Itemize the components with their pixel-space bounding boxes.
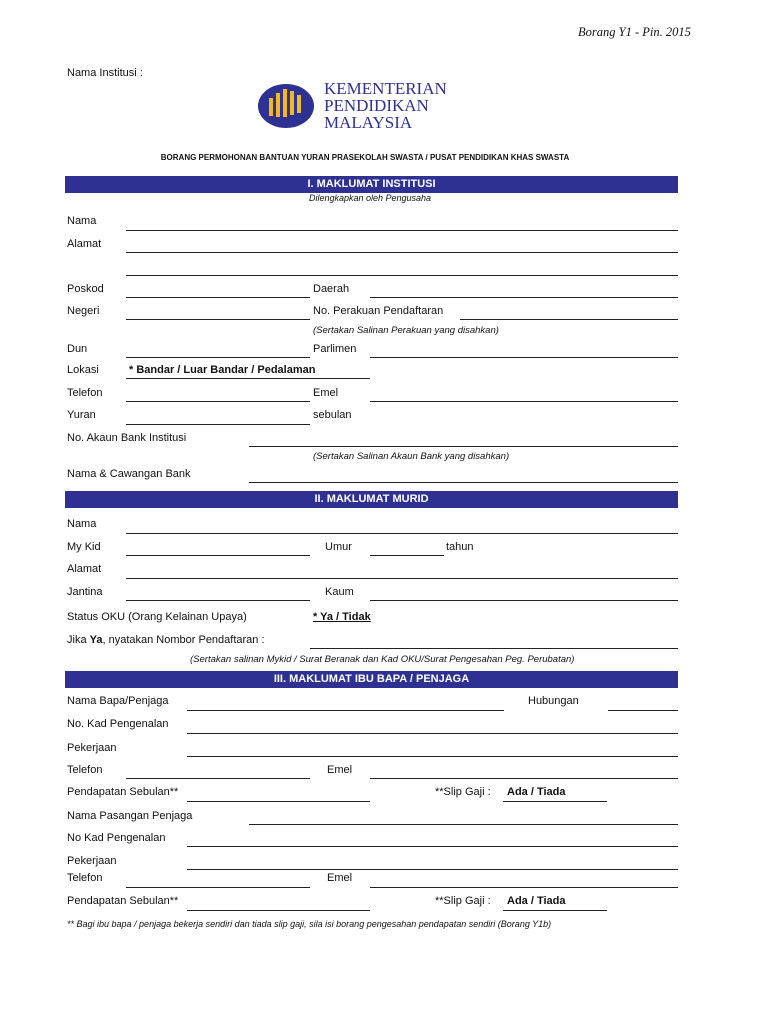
- parent-occupation-label: Pekerjaan: [67, 742, 117, 754]
- fee-label: Yuran: [67, 409, 96, 421]
- relationship-label: Hubungan: [528, 695, 579, 707]
- form-title: BORANG PERMOHONAN BANTUAN YURAN PRASEKOLAH SWASTA / PUSAT PENDIDIKAN KHAS SWASTA: [160, 153, 570, 162]
- logo-line-3: MALAYSIA: [324, 113, 413, 132]
- student-address-label: Alamat: [67, 563, 102, 575]
- oku-status-label: Status OKU (Orang Kelainan Upaya): [67, 611, 247, 623]
- spouse-name-label: Nama Pasangan Penjaga: [67, 810, 193, 822]
- parent-payslip-field[interactable]: [503, 801, 607, 802]
- spouse-email-label: Emel: [327, 872, 353, 884]
- district-field[interactable]: [370, 297, 678, 298]
- parent-income-label: Pendapatan Sebulan**: [67, 786, 179, 798]
- section-1-heading: I. MAKLUMAT INSTITUSI: [65, 176, 678, 193]
- parent-email-label: Emel: [327, 764, 353, 776]
- bank-branch-field[interactable]: [249, 482, 678, 483]
- parent-payslip-label: **Slip Gaji :: [435, 786, 491, 798]
- state-label: Negeri: [67, 305, 100, 317]
- section-2-heading: II. MAKLUMAT MURID: [65, 491, 678, 508]
- footnote: ** Bagi ibu bapa / penjaga bekerja sendiri dan tiada slip gaji, sila isi borang pengesahan pendapatan sendiri (Borang Y1b): [67, 919, 552, 929]
- ministry-emblem-icon: [256, 76, 316, 136]
- years-label: tahun: [446, 541, 474, 553]
- address-field-2[interactable]: [126, 275, 678, 276]
- parliament-label: Parlimen: [313, 343, 357, 355]
- student-name-field[interactable]: [126, 533, 678, 534]
- mykid-field[interactable]: [126, 555, 310, 556]
- parent-payslip-options[interactable]: Ada / Tiada: [507, 786, 566, 798]
- age-field[interactable]: [370, 555, 444, 556]
- registration-cert-label: No. Perakuan Pendaftaran: [313, 305, 444, 317]
- address-label: Alamat: [67, 238, 102, 250]
- per-month-label: sebulan: [313, 409, 352, 421]
- form-code: Borang Y1 - Pin. 2015: [578, 25, 691, 39]
- parent-email-field[interactable]: [370, 778, 678, 779]
- oku-registration-label: [67, 633, 265, 647]
- institution-name-field[interactable]: [126, 230, 678, 231]
- spouse-income-label: Pendapatan Sebulan**: [67, 895, 179, 907]
- district-label: Daerah: [313, 283, 350, 295]
- location-field[interactable]: [126, 378, 370, 379]
- institution-name-label: Nama Institusi :: [67, 67, 143, 79]
- spouse-ic-field[interactable]: [187, 846, 678, 847]
- spouse-payslip-field[interactable]: [503, 910, 607, 911]
- age-label: Umur: [325, 541, 352, 553]
- spouse-payslip-label: **Slip Gaji :: [435, 895, 491, 907]
- phone-label: Telefon: [67, 387, 103, 399]
- student-name-label: Nama: [67, 518, 97, 530]
- spouse-occupation-label: Pekerjaan: [67, 855, 117, 867]
- oku-note: (Sertakan salinan Mykid / Surat Beranak dan Kad OKU/Surat Pengesahan Peg. Perubatan): [190, 654, 575, 665]
- oku-status-options[interactable]: * Ya / Tidak: [313, 611, 371, 623]
- spouse-phone-label: Telefon: [67, 872, 103, 884]
- spouse-name-field[interactable]: [249, 824, 678, 825]
- parent-phone-label: Telefon: [67, 764, 103, 776]
- relationship-field[interactable]: [608, 710, 678, 711]
- parent-income-field[interactable]: [187, 801, 370, 802]
- oku-if-prefix: Jika: [67, 634, 90, 646]
- fee-field[interactable]: [126, 424, 310, 425]
- postcode-field[interactable]: [126, 297, 310, 298]
- parent-ic-label: No. Kad Pengenalan: [67, 718, 169, 730]
- student-address-field-1[interactable]: [126, 578, 678, 579]
- mykid-label: My Kid: [67, 541, 101, 553]
- spouse-income-field[interactable]: [187, 910, 370, 911]
- section-1-subheading: Dilengkapkan oleh Pengusaha: [308, 193, 432, 203]
- ministry-logo: [240, 68, 455, 140]
- oku-if-yes: Ya: [89, 634, 103, 646]
- postcode-label: Poskod: [67, 283, 104, 295]
- logo-line-1: KEMENTERIAN: [324, 79, 447, 98]
- institution-name-label-2: Nama: [67, 215, 97, 227]
- spouse-payslip-options[interactable]: Ada / Tiada: [507, 895, 566, 907]
- parent-occupation-field[interactable]: [187, 756, 678, 757]
- oku-registration-field[interactable]: [310, 648, 678, 649]
- dun-field[interactable]: [126, 357, 310, 358]
- section-3-heading: III. MAKLUMAT IBU BAPA / PENJAGA: [65, 671, 678, 688]
- race-label: Kaum: [325, 586, 354, 598]
- email-label: Emel: [313, 387, 339, 399]
- registration-cert-note: (Sertakan Salinan Perakuan yang disahkan): [313, 325, 499, 336]
- race-field[interactable]: [370, 600, 678, 601]
- parent-name-field[interactable]: [187, 710, 504, 711]
- logo-line-2: PENDIDIKAN: [324, 96, 429, 115]
- parliament-field[interactable]: [370, 357, 678, 358]
- phone-field[interactable]: [126, 401, 310, 402]
- oku-if-suffix: , nyatakan Nombor Pendaftaran :: [102, 634, 265, 646]
- registration-cert-field[interactable]: [460, 319, 678, 320]
- spouse-ic-label: No Kad Pengenalan: [67, 832, 166, 844]
- bank-account-field[interactable]: [249, 446, 678, 447]
- spouse-phone-field[interactable]: [126, 887, 310, 888]
- bank-branch-label: Nama & Cawangan Bank: [67, 468, 191, 480]
- state-field[interactable]: [126, 319, 310, 320]
- spouse-email-field[interactable]: [370, 887, 678, 888]
- location-label: Lokasi: [67, 364, 99, 376]
- parent-name-label: Nama Bapa/Penjaga: [67, 695, 169, 707]
- email-field[interactable]: [370, 401, 678, 402]
- parent-phone-field[interactable]: [126, 778, 310, 779]
- bank-account-label: No. Akaun Bank Institusi: [67, 432, 187, 444]
- location-options[interactable]: * Bandar / Luar Bandar / Pedalaman: [129, 364, 316, 376]
- bank-account-note: (Sertakan Salinan Akaun Bank yang disahkan): [313, 451, 510, 462]
- gender-field[interactable]: [126, 600, 310, 601]
- gender-label: Jantina: [67, 586, 103, 598]
- dun-label: Dun: [67, 343, 88, 355]
- address-field-1[interactable]: [126, 252, 678, 253]
- spouse-occupation-field[interactable]: [187, 869, 678, 870]
- parent-ic-field[interactable]: [187, 733, 678, 734]
